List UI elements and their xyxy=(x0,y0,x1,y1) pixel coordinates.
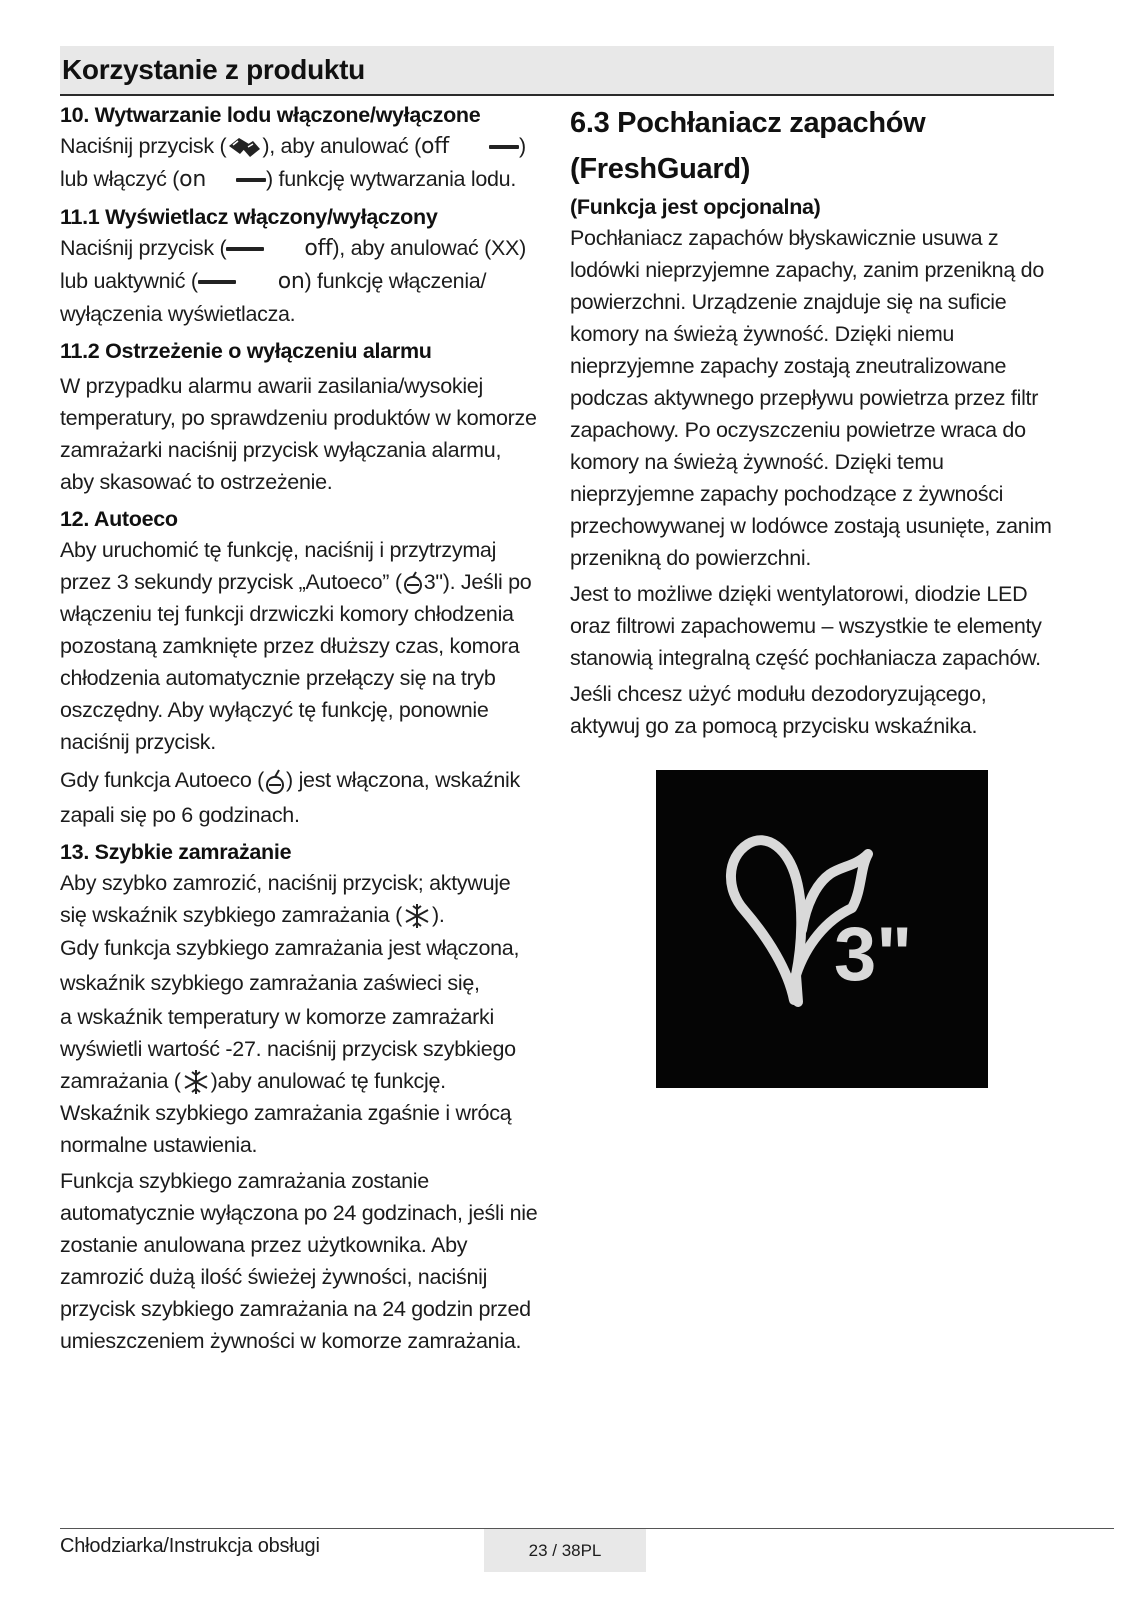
section-6-3-paragraph-3: Jeśli chcesz użyć modułu dezodoryzującego, aktywuj go za pomocą przycisku wskaźnika. xyxy=(570,682,987,738)
text: a wskaźnik temperatury w komorze zamrażarki wyświetli wartość -27. naciśnij przycisk szybkiego zamrażania ( xyxy=(60,1004,516,1093)
leaf-icon xyxy=(656,770,988,1088)
section-6-3-paragraph-1: Pochłaniacz zapachów błyskawicznie usuwa z lodówki nieprzyjemne zapachy, zanim przenikną do powierzchni. Urządzenie znajduje się na suficie komory na świeżą żywność. Dzięki niemu nieprzyjemne zapachy zostają zneutralizowane podczas aktywnego przepływu powietrza przez filtr zapachowy. Po oczyszczeniu powietrze wraca do komory na świeżą żywność. Dzięki temu nieprzyjemne zapachy pochodzące z żywności przechowywanej w lodówce zostają usunięte, zanim przenikną do powierzchni. xyxy=(570,226,1052,570)
text: wyłączenia wyświetlacza. xyxy=(60,302,296,326)
section-12-body xyxy=(60,534,538,758)
text: ). xyxy=(432,902,445,927)
panel-timer-text: 3" xyxy=(834,912,913,997)
page-title: Korzystanie z produktu xyxy=(62,54,365,85)
text: )aby anulować tę funkcję. Wskaźnik szybkiego zamrażania zgaśnie i wrócą normalne ustawienia. xyxy=(60,1068,512,1158)
section-13-body xyxy=(60,867,538,931)
text: Aby uruchomić tę funkcję, naciśnij i przytrzymaj przez 3 sekundy przycisk „Autoeco” ( xyxy=(60,538,497,594)
autoeco-icon xyxy=(402,568,424,598)
dash-icon xyxy=(236,178,266,182)
page-number: 23 / 38PL xyxy=(484,1529,646,1572)
page-header xyxy=(60,46,1054,96)
section-11-1-title: 11.1 Wyświetlacz włączony/wyłączony xyxy=(60,205,438,229)
section-6-3-subtitle: (Funkcja jest opcjonalna) xyxy=(570,195,821,219)
section-11-2-body: W przypadku alarmu awarii zasilania/wysokiej temperatury, po sprawdzeniu produktów w komorze zamrażarki naciśnij przycisk wyłączania alarmu, aby skasować to ostrzeżenie. xyxy=(60,374,537,494)
text: ), aby anulować (XX) xyxy=(332,236,526,260)
dash-icon xyxy=(489,145,519,149)
ice-cubes-icon xyxy=(226,132,262,162)
section-13-text-2 xyxy=(60,1001,538,1161)
text: ) funkcję wytwarzania lodu. xyxy=(265,167,517,191)
text: ) funkcję włączenia/ xyxy=(304,269,487,293)
text: Gdy funkcja Autoeco ( xyxy=(60,768,265,793)
on-symbol: on xyxy=(277,269,305,294)
text: Aby szybko zamrozić, naciśnij przycisk; aktywuje się wskaźnik szybkiego zamrażania ( xyxy=(60,870,511,927)
text: ) xyxy=(519,134,526,158)
section-10-body xyxy=(60,130,538,196)
footer-title: Chłodziarka/Instrukcja obsługi xyxy=(60,1535,320,1557)
text: lub uaktywnić ( xyxy=(60,269,198,293)
section-11-1-body xyxy=(60,232,538,330)
autoeco-icon xyxy=(264,765,286,799)
section-6-3-paragraph-2: Jest to możliwe dzięki wentylatorowi, diodzie LED oraz filtrowi zapachowemu – wszystkie te elementy stanowią integralną część pochłaniacza zapachów. xyxy=(570,582,1042,670)
snowflake-icon xyxy=(181,1067,211,1097)
section-10-title: 10. Wytwarzanie lodu włączone/wyłączone xyxy=(60,103,481,127)
section-13-text-1: Gdy funkcja szybkiego zamrażania jest włączona, wskaźnik szybkiego zamrażania zaświeci się, xyxy=(60,935,520,995)
text: lub włączyć ( xyxy=(60,167,180,191)
section-12-note xyxy=(60,764,538,830)
snowflake-icon xyxy=(402,901,432,931)
section-12-title: 12. Autoeco xyxy=(60,507,178,531)
section-13-text-3: Funkcja szybkiego zamrażania zostanie automatycznie wyłączona po 24 godzinach, jeśli nie zostanie anulowana przez użytkownika. Aby zamrozić dużą ilość świeżej żywności, naciśnij przycisk szybkiego zamrażania na 24 godzin przed umieszczeniem żywności w komorze zamrażania. xyxy=(60,1169,538,1354)
left-column xyxy=(60,100,538,1357)
dash-icon xyxy=(226,247,264,251)
text: ) jest włączona, wskaźnik zapali się po 6 godzinach. xyxy=(60,768,520,827)
section-6-3-title-line-1: 6.3 Pochłaniacz zapachów xyxy=(570,107,926,139)
right-column xyxy=(570,100,1060,742)
text: Naciśnij przycisk ( xyxy=(60,134,227,158)
section-6-3-title-line-2: (FreshGuard) xyxy=(570,153,751,185)
text: ), aby anulować ( xyxy=(262,134,421,158)
off-symbol: off xyxy=(420,134,450,159)
off-symbol: off xyxy=(304,236,333,261)
freshguard-indicator-panel xyxy=(656,770,988,1088)
text: Naciśnij przycisk ( xyxy=(60,236,227,260)
section-11-2-title: 11.2 Ostrzeżenie o wyłączeniu alarmu xyxy=(60,339,432,363)
autoeco-icon-text: 3" xyxy=(423,570,443,594)
on-symbol: on xyxy=(179,167,206,192)
dash-icon xyxy=(198,280,236,284)
section-13-title: 13. Szybkie zamrażanie xyxy=(60,839,292,864)
text: ). Jeśli po włączeniu tej funkcji drzwiczki komory chłodzenia pozostaną zamknięte przez dłuższy czas, komora chłodzenia automatycznie przełączy się na tryb oszczędny. Aby wyłączyć tę funkcję, ponownie naciśnij przycisk. xyxy=(60,570,532,755)
